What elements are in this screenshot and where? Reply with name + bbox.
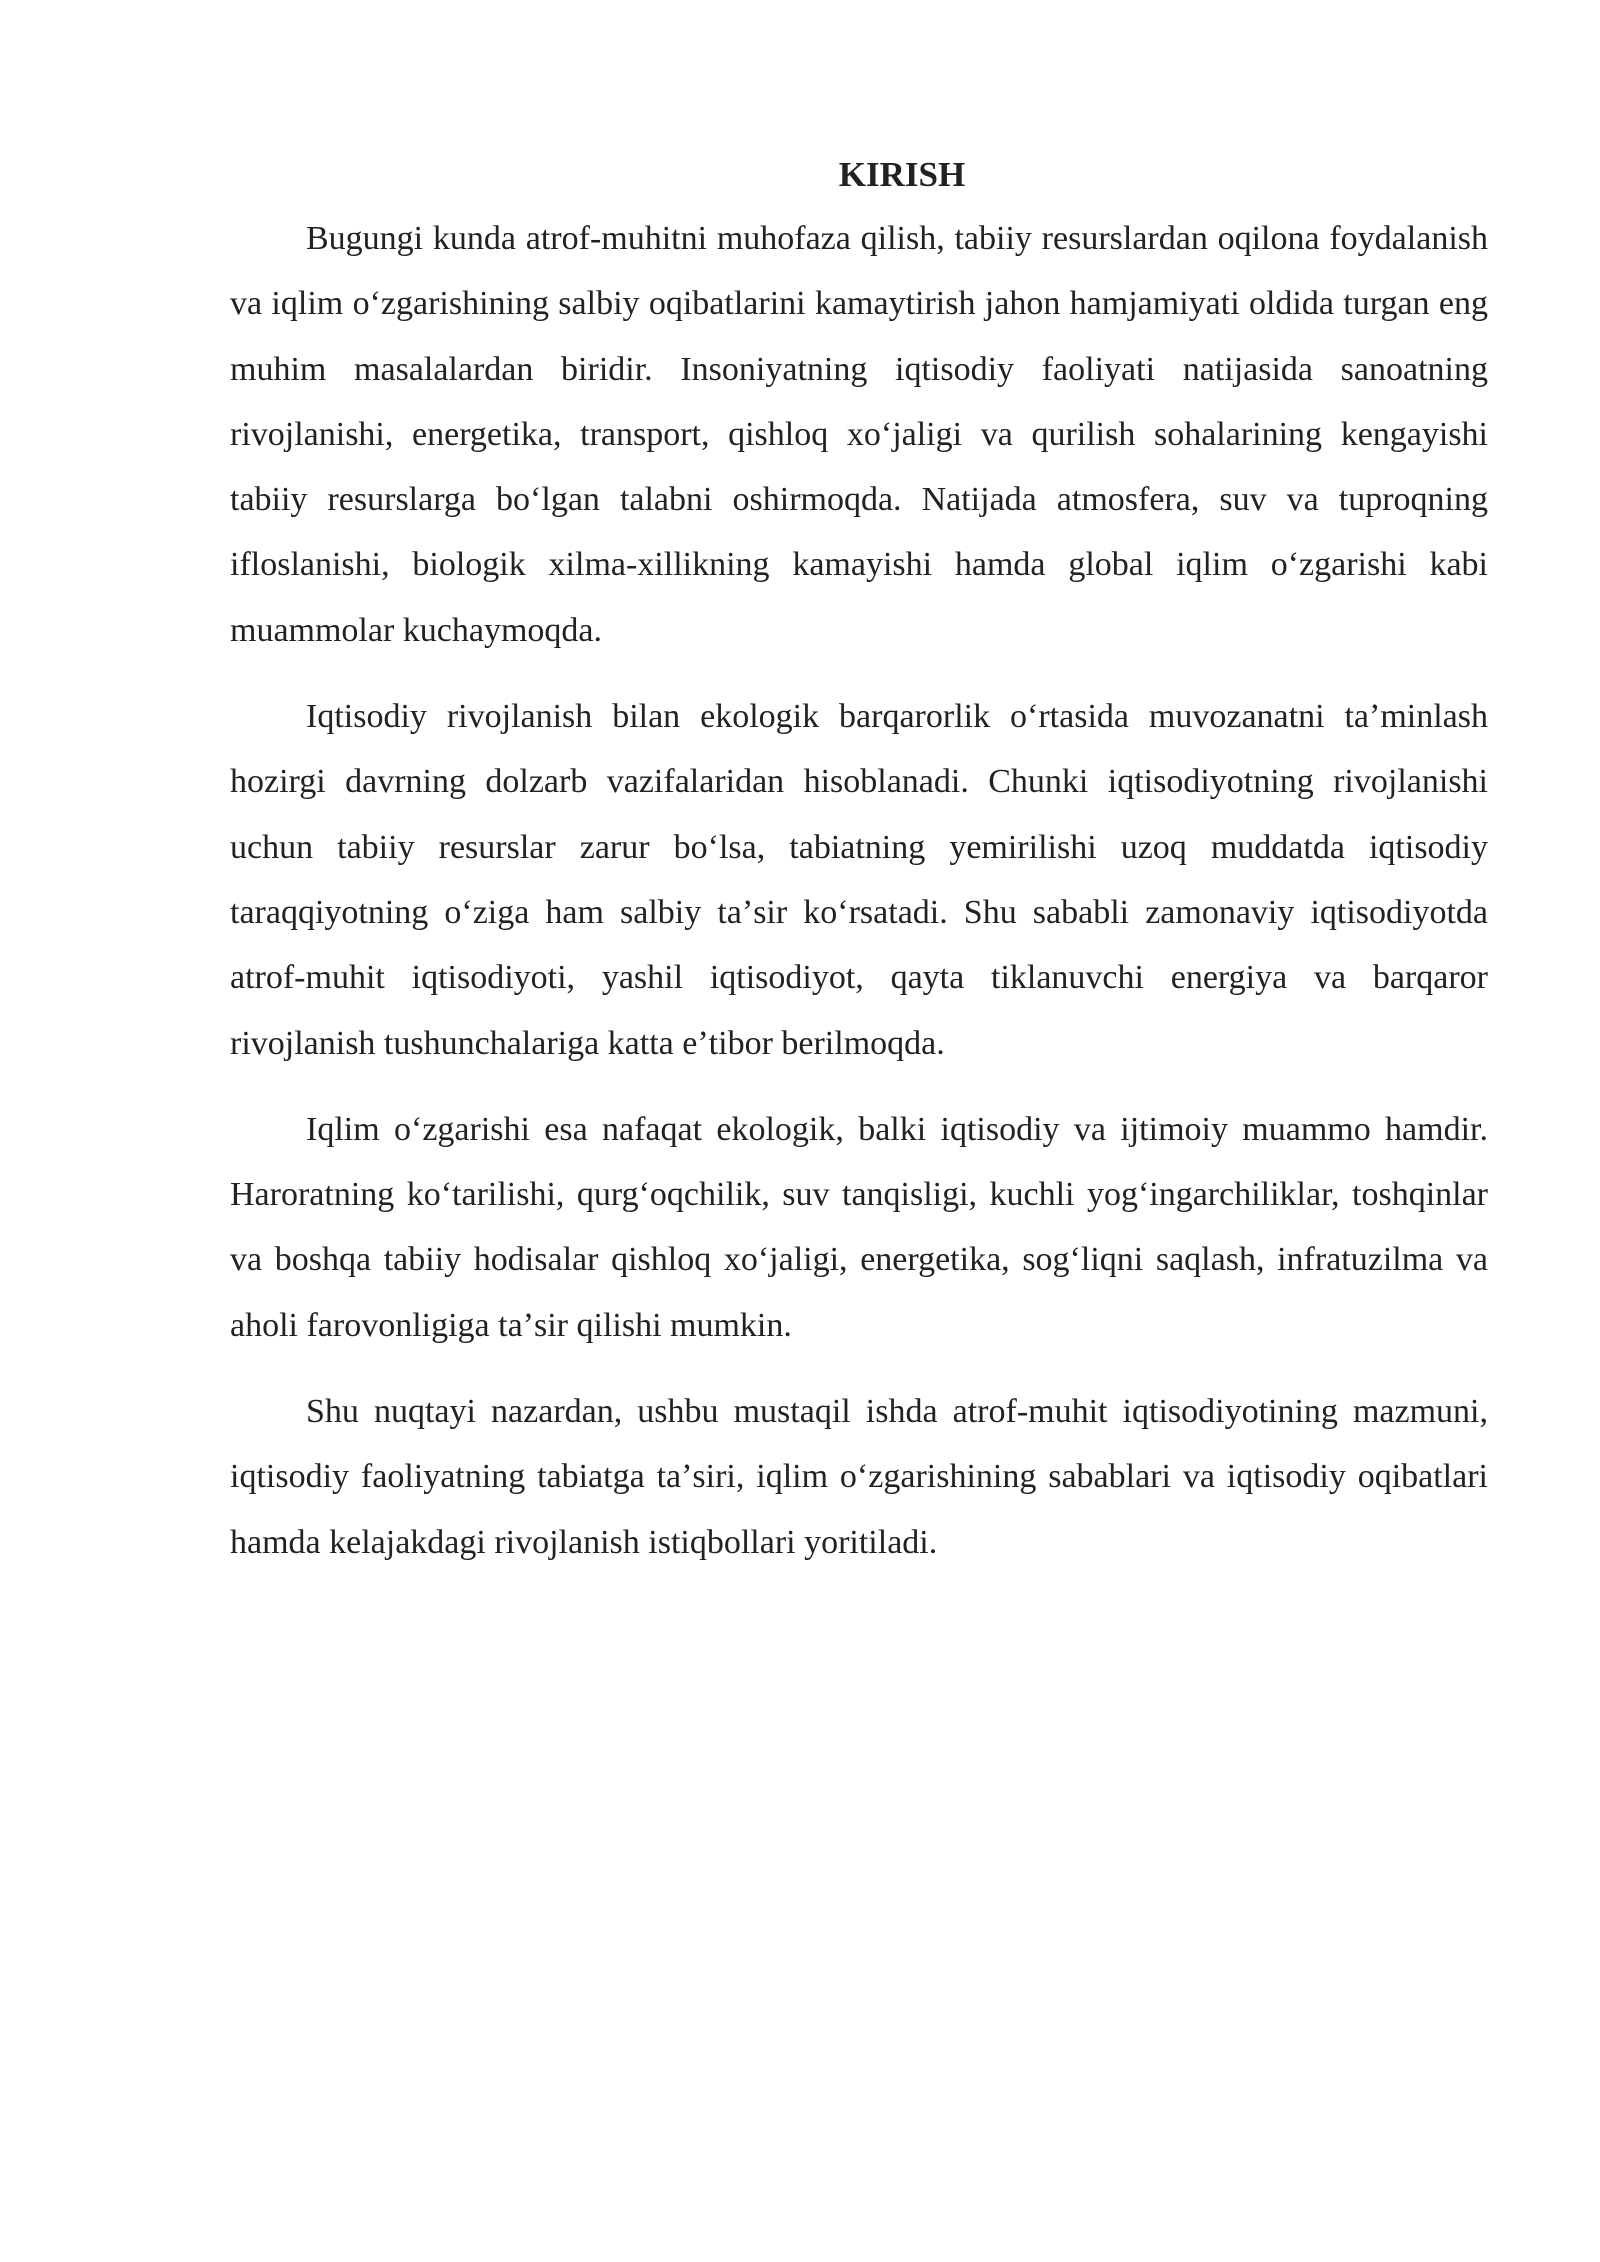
paragraph-2: Iqtisodiy rivojlanish bilan ekologik barqarorlik oʻrtasida muvozanatni taʼminlash hozirgi davrning dolzarb vazifalaridan hisoblanadi. Chunki iqtisodiyotning rivojlanishi uchun tabiiy resurslar zarur boʻlsa, tabiatning yemirilishi uzoq muddatda iqtisodiy taraqqiyotning oʻziga ham salbiy taʼsir koʻrsatadi. Shu sababli zamonaviy iqtisodiyotda atrof-muhit iqtisodiyoti, yashil iqtisodiyot, qayta tiklanuvchi energiya va barqaror rivojlanish tushunchalariga katta eʼtibor berilmoqda.	[230, 698, 1488, 1062]
paragraph-1: Bugungi kunda atrof-muhitni muhofaza qilish, tabiiy resurslardan oqilona foydalanish va iqlim oʻzgarishining salbiy oqibatlarini kamaytirish jahon hamjamiyati oldida turgan eng muhim masalalardan biridir. Insoniyatning iqtisodiy faoliyati natijasida sanoatning rivojlanishi, energetika, transport, qishloq xoʻjaligi va qurilish sohalarining kengayishi tabiiy resurslarga boʻlgan talabni oshirmoqda. Natijada atmosfera, suv va tuproqning ifloslanishi, biologik xilma-xillikning kamayishi hamda global iqlim oʻzgarishi kabi muammolar kuchaymoqda.	[230, 220, 1488, 649]
paragraph-4: Shu nuqtayi nazardan, ushbu mustaqil ishda atrof-muhit iqtisodiyotining mazmuni, iqtisodiy faoliyatning tabiatga taʼsiri, iqlim oʻzgarishining sabablari va iqtisodiy oqibatlari hamda kelajakdagi rivojlanish istiqbollari yoritiladi.	[230, 1393, 1488, 1561]
paragraph-3: Iqlim oʻzgarishi esa nafaqat ekologik, balki iqtisodiy va ijtimoiy muammo hamdir. Haroratning koʻtarilishi, qurgʻoqchilik, suv tanqisligi, kuchli yogʻingarchiliklar, toshqinlar va boshqa tabiiy hodisalar qishloq xoʻjaligi, energetika, sogʻliqni saqlash, infratuzilma va aholi farovonligiga taʼsir qilishi mumkin.	[230, 1110, 1488, 1344]
document-body	[230, 150, 1488, 1596]
document-title: KIRISH	[838, 155, 966, 194]
